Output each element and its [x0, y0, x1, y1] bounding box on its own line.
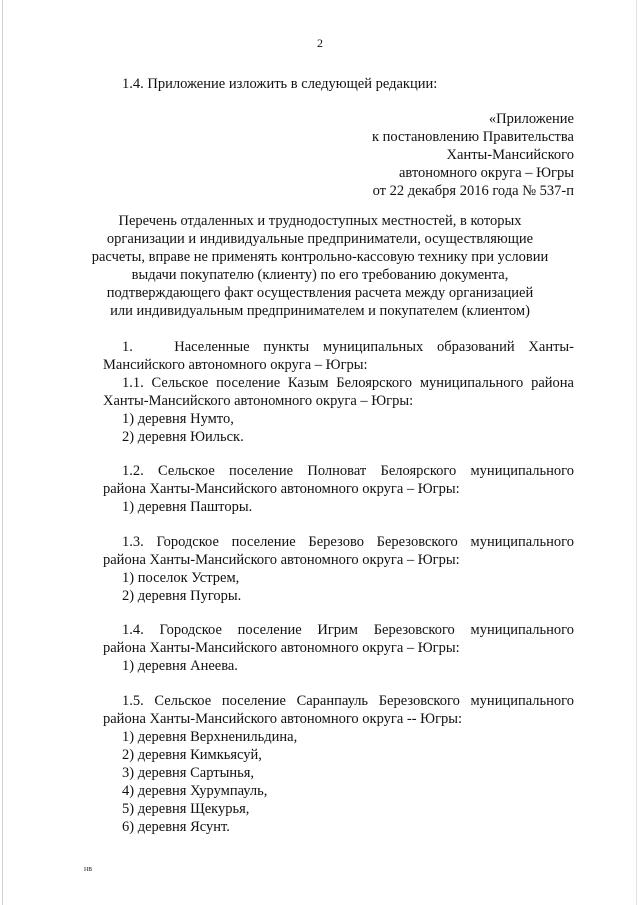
- title-line: расчеты, вправе не применять контрольно-кассовую технику при условии: [91, 249, 549, 265]
- list-item: 1) поселок Устрем,: [122, 570, 240, 586]
- section-heading-line: Мансийского автономного округа – Югры:: [103, 357, 368, 373]
- list-item: 1) деревня Анеева.: [122, 658, 238, 674]
- appendix-header-line: «Приложение: [488, 111, 574, 127]
- list-item: 1) деревня Верхненильдина,: [122, 729, 298, 745]
- list-item: 2) деревня Пугоры.: [122, 588, 242, 604]
- subsection-heading-line: района Ханты-Мансийского автономного округа – Югры:: [103, 552, 460, 568]
- subsection-heading-line: 1.4. Городское поселение Игрим Березовского муниципального: [122, 622, 574, 638]
- subsection-heading-line: Ханты-Мансийского автономного округа – Югры:: [103, 393, 414, 409]
- subsection-heading-line: 1.3. Городское поселение Березово Березовского муниципального: [122, 534, 574, 550]
- subsection-heading-line: района Ханты-Мансийского автономного округа – Югры:: [103, 481, 460, 497]
- subsection-heading-line: района Ханты-Мансийского автономного округа – Югры:: [103, 640, 460, 656]
- section-heading-line: 1. Населенные пункты муниципальных образований Ханты-: [122, 339, 574, 355]
- list-item: 6) деревня Ясунт.: [122, 819, 230, 835]
- appendix-header-line: от 22 декабря 2016 года № 537-п: [372, 183, 574, 199]
- list-item: 2) деревня Юильск.: [122, 429, 244, 445]
- appendix-header-line: Ханты-Мансийского: [446, 147, 574, 163]
- intro-line: 1.4. Приложение изложить в следующей редакции:: [122, 76, 438, 92]
- subsection-heading-line: 1.1. Сельское поселение Казым Белоярского муниципального района: [122, 375, 574, 391]
- page-number: 2: [317, 36, 323, 50]
- title-line: подтверждающего факт осуществления расчета между организацией: [106, 285, 534, 301]
- scan-edge-right: [636, 0, 637, 905]
- subsection-heading-line: района Ханты-Мансийского автономного округа -- Югры:: [103, 711, 463, 727]
- list-item: 2) деревня Кимкьясуй,: [122, 747, 262, 763]
- footer-mark: нв: [84, 864, 93, 873]
- title-line: или индивидуальным предпринимателем и покупателем (клиентом): [110, 303, 530, 319]
- subsection-heading-line: 1.2. Сельское поселение Полноват Белоярского муниципального: [122, 463, 574, 479]
- subsection-heading-line: 1.5. Сельское поселение Саранпауль Березовского муниципального: [122, 693, 574, 709]
- list-item: 3) деревня Сартынья,: [122, 765, 255, 781]
- list-item: 5) деревня Щекурья,: [122, 801, 250, 817]
- appendix-header-line: к постановлению Правительства: [372, 129, 574, 145]
- list-item: 1) деревня Нумто,: [122, 411, 234, 427]
- list-item: 1) деревня Пашторы.: [122, 499, 253, 515]
- list-item: 4) деревня Хурумпауль,: [122, 783, 268, 799]
- appendix-header-line: автономного округа – Югры: [398, 165, 574, 181]
- title-line: выдачи покупателю (клиенту) по его требованию документа,: [131, 267, 509, 283]
- scan-edge-left: [2, 0, 3, 905]
- title-line: организации и индивидуальные предприниматели, осуществляющие: [106, 231, 534, 247]
- title-line: Перечень отдаленных и труднодоступных местностей, в которых: [118, 213, 522, 229]
